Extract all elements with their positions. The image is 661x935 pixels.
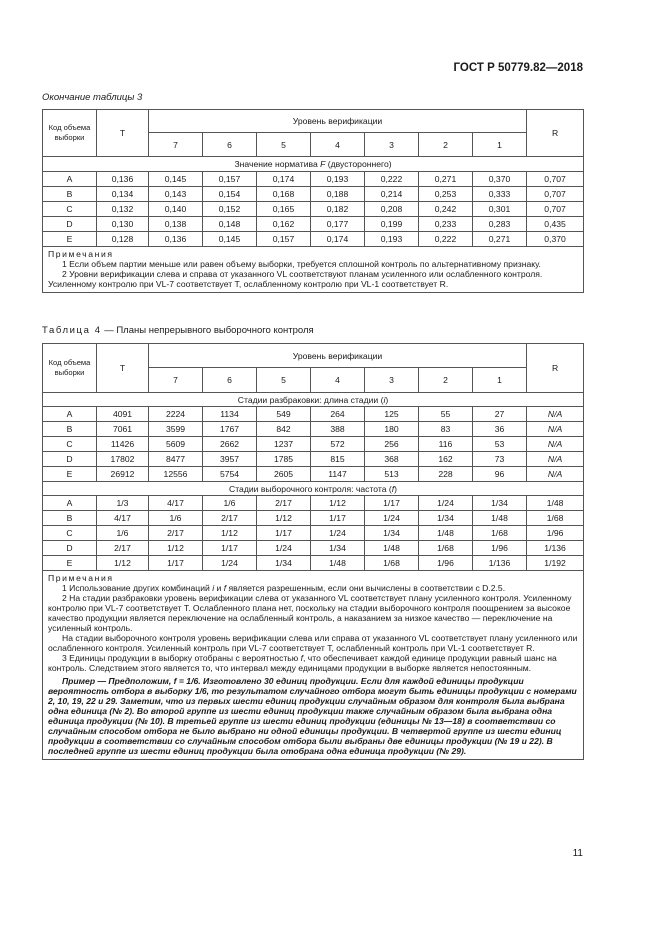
row-code-cell: A	[43, 496, 97, 511]
row-code-cell: D	[43, 217, 97, 232]
row-code-cell: A	[43, 407, 97, 422]
row-code-cell: E	[43, 467, 97, 482]
table-cell: 0,193	[311, 172, 365, 187]
header-t: T	[97, 344, 149, 393]
table-cell: 1/48	[473, 511, 527, 526]
notes-title: Примечания	[48, 573, 114, 583]
table-cell: 0,271	[419, 172, 473, 187]
table-row	[43, 232, 584, 247]
table-cell: 0,145	[149, 172, 203, 187]
table-cell: 162	[419, 452, 473, 467]
table-cell: 2/17	[257, 496, 311, 511]
table-cell: 1/24	[365, 511, 419, 526]
table-cell: 0,154	[203, 187, 257, 202]
header-level: Уровень верификации	[149, 344, 527, 368]
table-row	[43, 511, 584, 526]
table-cell: 0,242	[419, 202, 473, 217]
level-4: 4	[311, 368, 365, 393]
table-cell: 0,193	[365, 232, 419, 247]
table-cell: 0,132	[97, 202, 149, 217]
row-code-cell: E	[43, 556, 97, 571]
table4-body-sampling	[43, 496, 584, 571]
table-cell: 73	[473, 452, 527, 467]
table-cell: 0,271	[473, 232, 527, 247]
table-cell: 96	[473, 467, 527, 482]
table-4	[42, 343, 584, 760]
span-row-f-value: Значение норматива F (двустороннего)	[43, 157, 584, 172]
note-2: 2 Уровни верификации слева и справа от указанного VL соответствуют планам усиленного или ослабленного контроля. Усиленному контролю при VL-7 соответствует T, ослабленному контролю при VL-1 соответствует R.	[48, 269, 543, 289]
table-cell: 2/17	[97, 541, 149, 556]
level-7: 7	[149, 368, 203, 393]
table-cell: 0,233	[419, 217, 473, 232]
table-cell: 0,157	[257, 232, 311, 247]
table-cell: 228	[419, 467, 473, 482]
table-cell: 12556	[149, 467, 203, 482]
table-cell: 8477	[149, 452, 203, 467]
table-cell: 0,138	[149, 217, 203, 232]
table-cell: 2662	[203, 437, 257, 452]
table-cell: 2605	[257, 467, 311, 482]
table-cell: 53	[473, 437, 527, 452]
level-5: 5	[257, 368, 311, 393]
table3-notes	[43, 247, 584, 293]
table-cell: 0,707	[527, 187, 584, 202]
table-cell: 1/48	[311, 556, 365, 571]
row-code-cell: B	[43, 187, 97, 202]
table-cell: 125	[365, 407, 419, 422]
table-cell: 4/17	[97, 511, 149, 526]
note-1: 1 Использование других комбинаций i и f является разрешенным, если они вычислены в соответствии с D.2.5.	[62, 583, 506, 593]
table-cell: 513	[365, 467, 419, 482]
table-cell: 0,199	[365, 217, 419, 232]
table-cell: 1/12	[311, 496, 365, 511]
note-3: 3 Единицы продукции в выборку отобраны с вероятностью f, что обеспечивает каждой единице продукции равный шанс на контроль. Следствием этого является то, что интервал между единицами продукции в выборке является непостоянным.	[48, 653, 557, 673]
table-cell: 1/136	[527, 541, 584, 556]
table-cell: 7061	[97, 422, 149, 437]
level-2: 2	[419, 133, 473, 157]
table-cell: 0,174	[257, 172, 311, 187]
level-6: 6	[203, 368, 257, 393]
table-row	[43, 526, 584, 541]
table-cell: 2/17	[149, 526, 203, 541]
table-cell: 1/12	[257, 511, 311, 526]
level-5: 5	[257, 133, 311, 157]
level-2: 2	[419, 368, 473, 393]
table4-caption: Таблица 4 — Планы непрерывного выборочного контроля	[42, 325, 314, 336]
table-cell: N/A	[527, 452, 584, 467]
table-cell: 1/12	[97, 556, 149, 571]
level-1: 1	[473, 133, 527, 157]
table-cell: 1/6	[149, 511, 203, 526]
row-code-cell: C	[43, 202, 97, 217]
header-r: R	[527, 344, 584, 393]
table-cell: 26912	[97, 467, 149, 482]
table-cell: 3957	[203, 452, 257, 467]
table3-caption: Окончание таблицы 3	[42, 92, 143, 103]
table-cell: 3599	[149, 422, 203, 437]
table-cell: 264	[311, 407, 365, 422]
row-code-cell: E	[43, 232, 97, 247]
table-cell: 1767	[203, 422, 257, 437]
table-cell: 4/17	[149, 496, 203, 511]
table-cell: 0,283	[473, 217, 527, 232]
header-code: Код объема выборки	[43, 344, 97, 393]
table-cell: 1/6	[203, 496, 257, 511]
level-4: 4	[311, 133, 365, 157]
table-cell: 1/68	[527, 511, 584, 526]
table3-body	[43, 172, 584, 247]
table-cell: 0,130	[97, 217, 149, 232]
table-cell: 2/17	[203, 511, 257, 526]
table-cell: 1/34	[419, 511, 473, 526]
table-cell: 0,707	[527, 172, 584, 187]
table-cell: 1/34	[257, 556, 311, 571]
table-cell: N/A	[527, 437, 584, 452]
table-row	[43, 437, 584, 452]
table-cell: 0,188	[311, 187, 365, 202]
table-cell: 0,177	[311, 217, 365, 232]
table-row	[43, 172, 584, 187]
table-cell: N/A	[527, 467, 584, 482]
table-row	[43, 407, 584, 422]
table-cell: 1147	[311, 467, 365, 482]
table-cell: 572	[311, 437, 365, 452]
table-cell: 83	[419, 422, 473, 437]
table-row	[43, 422, 584, 437]
table-row	[43, 202, 584, 217]
table-cell: 0,134	[97, 187, 149, 202]
level-3: 3	[365, 133, 419, 157]
table-cell: 1237	[257, 437, 311, 452]
row-code-cell: D	[43, 452, 97, 467]
span-row-sampling: Стадии выборочного контроля: частота (f)	[43, 482, 584, 496]
row-code-cell: D	[43, 541, 97, 556]
table-cell: 1785	[257, 452, 311, 467]
table-row	[43, 452, 584, 467]
table-cell: 1/24	[257, 541, 311, 556]
table-cell: 1/68	[419, 541, 473, 556]
table-cell: 0,162	[257, 217, 311, 232]
table-cell: 1134	[203, 407, 257, 422]
table-cell: 1/17	[257, 526, 311, 541]
table-row	[43, 541, 584, 556]
table-cell: 0,145	[203, 232, 257, 247]
header-code: Код объема выборки	[43, 110, 97, 157]
table-cell: 1/34	[473, 496, 527, 511]
row-code-cell: C	[43, 526, 97, 541]
table-cell: 0,165	[257, 202, 311, 217]
row-code-cell: B	[43, 511, 97, 526]
note-1: 1 Если объем партии меньше или равен объему выборки, требуется сплошной контроль по альтернативному признаку.	[62, 259, 541, 269]
document-header: ГОСТ Р 50779.82—2018	[453, 62, 583, 74]
table-cell: 0,168	[257, 187, 311, 202]
table-cell: 388	[311, 422, 365, 437]
level-7: 7	[149, 133, 203, 157]
table-cell: 1/24	[419, 496, 473, 511]
table-cell: 0,136	[149, 232, 203, 247]
table-cell: 0,435	[527, 217, 584, 232]
table-3	[42, 109, 584, 293]
table-cell: 0,157	[203, 172, 257, 187]
row-code-cell: A	[43, 172, 97, 187]
table-row	[43, 217, 584, 232]
table-cell: 0,370	[527, 232, 584, 247]
table-cell: 1/17	[365, 496, 419, 511]
level-3: 3	[365, 368, 419, 393]
notes-title: Примечания	[48, 249, 114, 259]
table-row	[43, 187, 584, 202]
note-2-continued: На стадии выборочного контроля уровень верификации слева или справа от указанного VL соответствует плану усиленного или ослабленного контроля. Усиленный контроль при VL-7 соответствует T, ослабленный контроль при VL-1 соответствует R.	[48, 633, 578, 653]
table-cell: 1/192	[527, 556, 584, 571]
table-cell: 1/6	[97, 526, 149, 541]
table-row	[43, 556, 584, 571]
table4-body-screening	[43, 407, 584, 482]
table-cell: 0,174	[311, 232, 365, 247]
table-cell: 55	[419, 407, 473, 422]
table-cell: 180	[365, 422, 419, 437]
table-cell: 0,370	[473, 172, 527, 187]
table-cell: 0,182	[311, 202, 365, 217]
level-6: 6	[203, 133, 257, 157]
table-cell: 0,222	[365, 172, 419, 187]
table-cell: 1/17	[311, 511, 365, 526]
table-cell: 11426	[97, 437, 149, 452]
note-2: 2 На стадии разбраковки уровень верификации слева от указанного VL соответствует плану усиленного контроля. Усиленному контролю при VL-7 соответствует T. Ослабленного плана нет, поскольку на стадии выборочного контроля поощрением за высокое качество продукции является переключение на ослабленный контроль, а наказанием за низкое качество — переключение на усиленный контроль.	[48, 593, 572, 633]
table-cell: N/A	[527, 407, 584, 422]
table-cell: 549	[257, 407, 311, 422]
table-cell: 1/96	[473, 541, 527, 556]
table-cell: 0,707	[527, 202, 584, 217]
table-cell: 0,136	[97, 172, 149, 187]
table-cell: 815	[311, 452, 365, 467]
table-row	[43, 496, 584, 511]
table-cell: 0,140	[149, 202, 203, 217]
table-cell: 1/68	[473, 526, 527, 541]
row-code-cell: C	[43, 437, 97, 452]
table-cell: 1/3	[97, 496, 149, 511]
table-cell: 0,222	[419, 232, 473, 247]
table-cell: 0,333	[473, 187, 527, 202]
table-cell: 0,143	[149, 187, 203, 202]
table-cell: 1/34	[365, 526, 419, 541]
table-cell: 1/48	[419, 526, 473, 541]
example: Пример — Предположим, f = 1/6. Изготовлено 30 единиц продукции. Если для каждой единицы продукции вероятность отбора в выборку 1/6, то результатом случайного отбора могут быть единицы продукции с номерами 2, 10, 19, 22 и 29. Заметим, что из первых шести единиц продукции случайным образом для контроля была выбрана одна единица (№ 2). Во второй группе из шести единиц продукции также случайным образом была выбрана одна единица продукции (№ 10). В третьей группе из шести единиц продукции (единицы № 13—18) в соответствии со случайным способом отбора не было выбрано ни одной единицы продукции. В четвертой группе из шести единиц продукции в соответствии со случайным способом отбора были выбраны две единицы продукции (№ 19 и 22). В последней группе из шести единиц продукции была отобрана одна единица продукции (№ 29).	[48, 676, 577, 756]
table-cell: 4091	[97, 407, 149, 422]
table-cell: 842	[257, 422, 311, 437]
table-cell: 1/24	[311, 526, 365, 541]
table-cell: 1/96	[527, 526, 584, 541]
table-cell: 0,253	[419, 187, 473, 202]
table-cell: 368	[365, 452, 419, 467]
table-cell: 1/136	[473, 556, 527, 571]
table-cell: 1/48	[365, 541, 419, 556]
table-row	[43, 467, 584, 482]
table-cell: 5609	[149, 437, 203, 452]
table-cell: 0,214	[365, 187, 419, 202]
table4-notes	[43, 571, 584, 760]
table-cell: 1/17	[149, 556, 203, 571]
table-cell: 256	[365, 437, 419, 452]
page-number: 11	[572, 848, 583, 859]
table-cell: 1/12	[203, 526, 257, 541]
level-1: 1	[473, 368, 527, 393]
table-cell: 1/24	[203, 556, 257, 571]
table-cell: 1/34	[311, 541, 365, 556]
table-cell: 0,152	[203, 202, 257, 217]
table-cell: 0,128	[97, 232, 149, 247]
table-cell: 1/17	[203, 541, 257, 556]
table-cell: 116	[419, 437, 473, 452]
table-cell: 1/12	[149, 541, 203, 556]
table-cell: 27	[473, 407, 527, 422]
table-cell: 0,148	[203, 217, 257, 232]
table-cell: 1/68	[365, 556, 419, 571]
table-cell: 1/96	[419, 556, 473, 571]
row-code-cell: B	[43, 422, 97, 437]
table-cell: 36	[473, 422, 527, 437]
table-cell: 5754	[203, 467, 257, 482]
header-t: T	[97, 110, 149, 157]
table-cell: 0,208	[365, 202, 419, 217]
table-cell: 1/48	[527, 496, 584, 511]
span-row-screening: Стадии разбраковки: длина стадии (i)	[43, 393, 584, 407]
header-level: Уровень верификации	[149, 110, 527, 133]
table-cell: N/A	[527, 422, 584, 437]
table-cell: 17802	[97, 452, 149, 467]
table-cell: 0,301	[473, 202, 527, 217]
table-cell: 2224	[149, 407, 203, 422]
header-r: R	[527, 110, 584, 157]
